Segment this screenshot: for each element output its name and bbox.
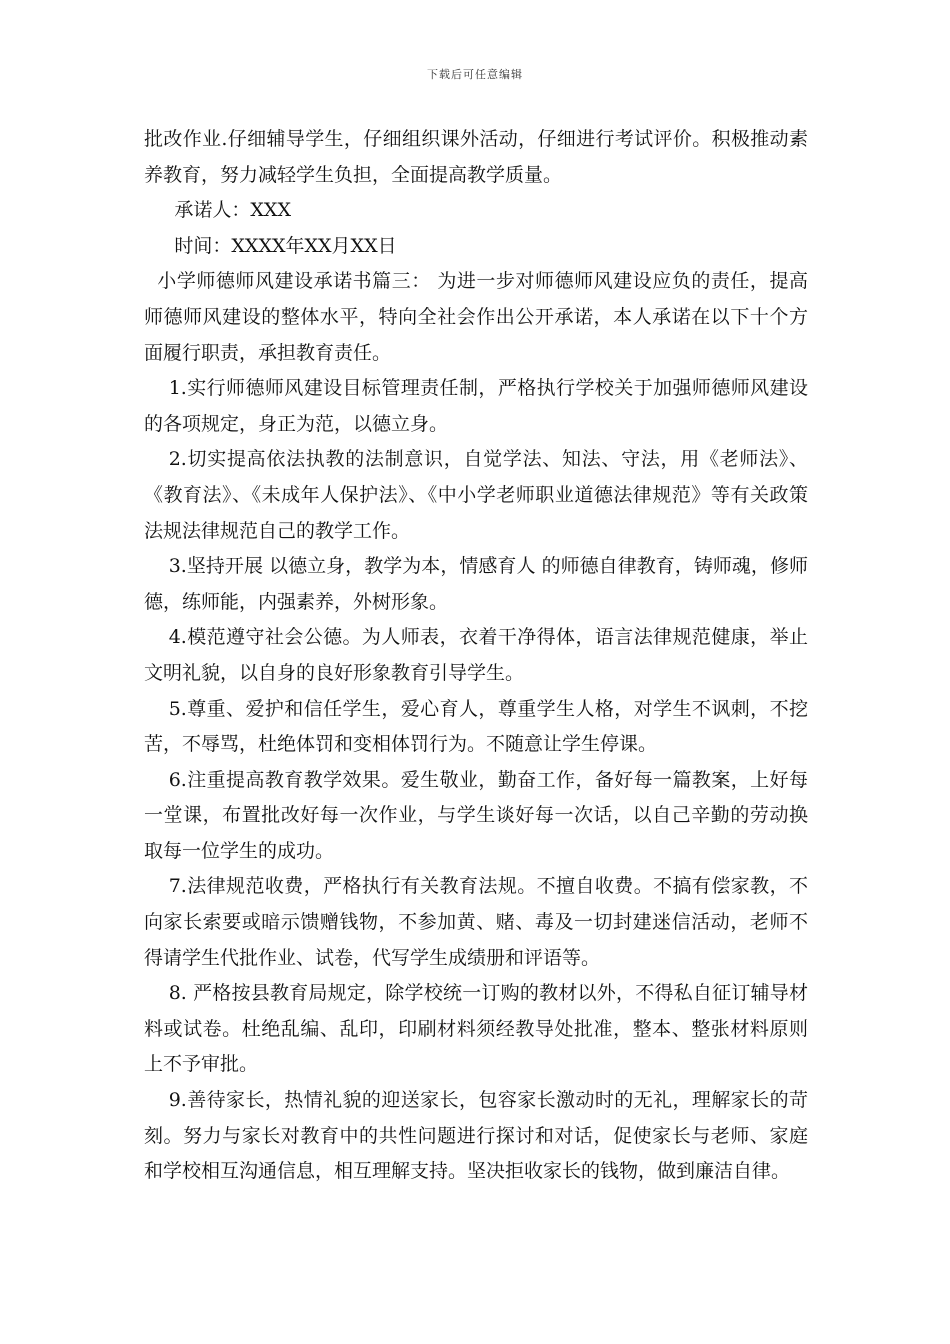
document-body (144, 122, 808, 1190)
page-header: 下载后可任意编辑 (427, 68, 523, 81)
section-intro-paragraph: 小学师德师风建设承诺书篇三： 为进一步对师德师风建设应负的责任，提高师德师风建设的整体水平，特向全社会作出公开承诺，本人承诺在以下十个方面履行职责，承担教育责任。 (144, 270, 808, 364)
pledge-item-5: 5.尊重、爱护和信任学生，爱心育人，尊重学生人格，对学生不讽刺，不挖苦，不辱骂，杜绝体罚和变相体罚行为。不随意让学生停课。 (144, 697, 808, 756)
pledge-item-7: 7.法律规范收费，严格执行有关教育法规。不擅自收费。不搞有偿家教，不向家长索要或暗示馈赠钱物，不参加黄、赌、毒及一切封建迷信活动，老师不得请学生代批作业、试卷，代写学生成绩册和评语等。 (144, 875, 808, 969)
pledge-item-8: 8. 严格按县教育局规定，除学校统一订购的教材以外，不得私自征订辅导材料或试卷。杜绝乱编、乱印，印刷材料须经教导处批准，整本、整张材料原则上不予审批。 (144, 982, 808, 1076)
pledge-item-2: 2.切实提高依法执教的法制意识，自觉学法、知法、守法，用《老师法》、《教育法》、《未成年人保护法》、《中小学老师职业道德法律规范》等有关政策法规法律规范自己的教学工作。 (144, 448, 808, 542)
pledge-item-3: 3.坚持开展 以德立身，教学为本，情感育人 的师德自律教育，铸师魂，修师德，练师能，内强素养，外树形象。 (144, 555, 808, 613)
pledge-item-1: 1.实行师德师风建设目标管理责任制，严格执行学校关于加强师德师风建设的各项规定，身正为范，以德立身。 (144, 377, 808, 435)
paragraph-continuation: 批改作业.仔细辅导学生，仔细组织课外活动，仔细进行考试评价。积极推动素养教育，努力减轻学生负担，全面提高教学质量。 (144, 128, 808, 186)
pledge-item-4: 4.模范遵守社会公德。为人师表，衣着干净得体，语言法律规范健康，举止文明礼貌，以自身的良好形象教育引导学生。 (144, 626, 808, 684)
pledge-item-9: 9.善待家长，热情礼貌的迎送家长，包容家长激动时的无礼，理解家长的苛刻。努力与家长对教育中的共性问题进行探讨和对话，促使家长与老师、家庭和学校相互沟通信息，相互理解支持。坚决拒收家长的钱物，做到廉洁自律。 (144, 1089, 808, 1183)
date-line: 时间：XXXX年XX月XX日 (174, 234, 397, 257)
pledge-item-6: 6.注重提高教育教学效果。爱生敬业，勤奋工作，备好每一篇教案，上好每一堂课，布置批改好每一次作业，与学生谈好每一次话，以自己辛勤的劳动换取每一位学生的成功。 (144, 768, 808, 862)
signatory-line: 承诺人：XXX (174, 199, 291, 222)
